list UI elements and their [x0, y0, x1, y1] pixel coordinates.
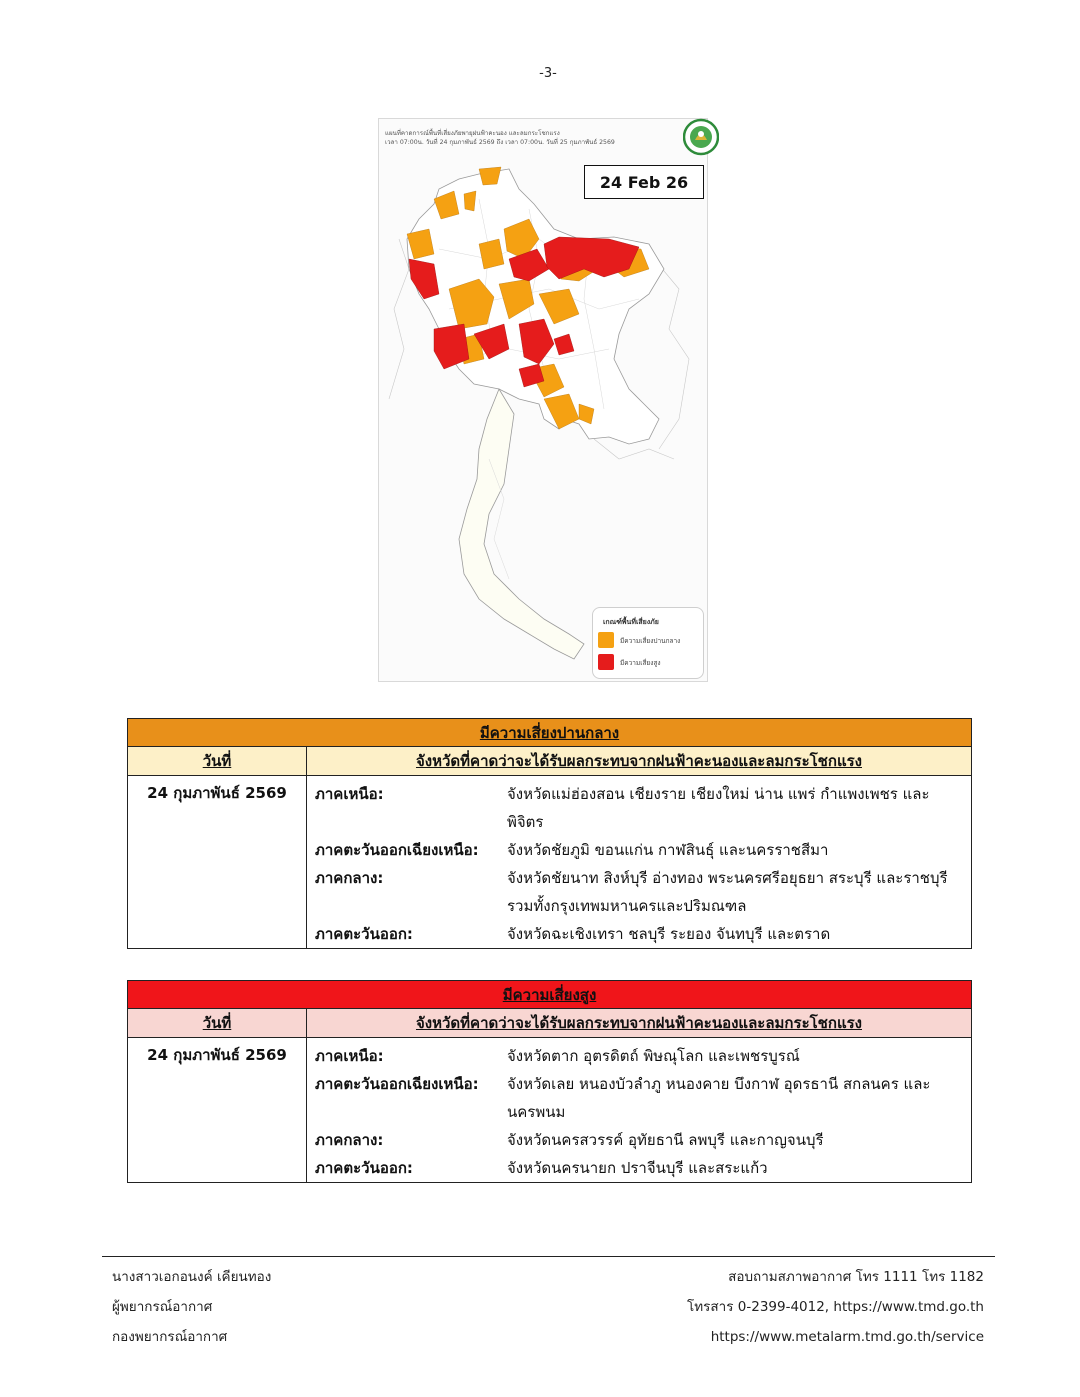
- high-risk-table: [127, 980, 972, 1183]
- region-name: ภาคตะวันออก:: [315, 925, 413, 943]
- date-cell: 24 กุมภาพันธ์ 2569: [128, 776, 307, 948]
- legend-item-medium: [598, 632, 698, 648]
- region-row-central: [315, 864, 971, 920]
- peninsula-outline: [459, 389, 584, 659]
- region-provinces: จังหวัดฉะเชิงเทรา ชลบุรี ระยอง จันทบุรี และตราด: [507, 925, 831, 943]
- region-provinces: จังหวัดนครนายก ปราจีนบุรี และสระแก้ว: [507, 1159, 768, 1177]
- region-name: ภาคตะวันออกเฉียงเหนือ:: [315, 841, 479, 859]
- thailand-map: [379, 119, 707, 681]
- region-list: [307, 776, 971, 948]
- col-header-date: วันที่: [128, 747, 307, 775]
- risk-map: [378, 118, 708, 682]
- page-number: -3-: [539, 66, 557, 81]
- high-risk-header-row: [128, 1009, 971, 1038]
- medium-risk-title: มีความเสี่ยงปานกลาง: [128, 719, 971, 747]
- medium-risk-header-row: [128, 747, 971, 776]
- medium-risk-body-row: [128, 776, 971, 948]
- high-risk-title: มีความเสี่ยงสูง: [128, 981, 971, 1009]
- high-risk-body-row: [128, 1038, 971, 1182]
- map-header-title: แผนที่คาดการณ์พื้นที่เสี่ยงภัยพายุฝนฟ้าคะนอง และลมกระโชกแรง: [385, 130, 560, 137]
- contact-fax-website: โทรสาร 0-2399-4012, https://www.tmd.go.th: [687, 1299, 984, 1315]
- legend-title: เกณฑ์พื้นที่เสี่ยงภัย: [603, 618, 659, 626]
- map-header-period: เวลา 07:00น. วันที่ 24 กุมภาพันธ์ 2569 ถึง เวลา 07:00น. วันที่ 25 กุมภาพันธ์ 2569: [385, 139, 615, 146]
- region-row-north: [315, 780, 971, 836]
- region-row-east: [315, 1154, 971, 1182]
- region-name: ภาคกลาง:: [315, 869, 384, 887]
- col-header-provinces: จังหวัดที่คาดว่าจะได้รับผลกระทบจากฝนฟ้าคะนองและลมกระโชกแรง: [415, 752, 862, 770]
- region-row-northeast: [315, 1070, 971, 1126]
- forecaster-role: ผู้พยากรณ์อากาศ: [112, 1299, 213, 1315]
- legend-label-high: มีความเสี่ยงสูง: [620, 659, 661, 667]
- region-name: ภาคเหนือ:: [315, 785, 384, 803]
- contact-phone: สอบถามสภาพอากาศ โทร 1111 โทร 1182: [728, 1269, 984, 1285]
- region-row-northeast: [315, 836, 971, 864]
- date-cell: 24 กุมภาพันธ์ 2569: [128, 1038, 307, 1182]
- footer-contact: [687, 1262, 984, 1352]
- forecaster-name: นางสาวเอกอนงค์ เคียนทอง: [112, 1269, 272, 1285]
- footer-signature: [112, 1262, 271, 1352]
- legend-label-medium: มีความเสี่ยงปานกลาง: [620, 637, 681, 645]
- col-header-date: วันที่: [128, 1009, 307, 1037]
- contact-service-url: https://www.metalarm.tmd.go.th/service: [710, 1329, 984, 1345]
- region-row-central: [315, 1126, 971, 1154]
- legend-swatch-high: [598, 654, 614, 670]
- region-name: ภาคเหนือ:: [315, 1047, 384, 1065]
- region-provinces: จังหวัดชัยนาท สิงห์บุรี อ่างทอง พระนครศรีอยุธยา สระบุรี และราชบุรี รวมทั้งกรุงเทพมหานครและปริมณฑล: [507, 869, 948, 915]
- region-name: ภาคกลาง:: [315, 1131, 384, 1149]
- region-provinces: จังหวัดเลย หนองบัวลำภู หนองคาย บึงกาฬ อุดรธานี สกลนคร และนครพนม: [507, 1075, 931, 1121]
- footer-divider: [102, 1256, 995, 1257]
- region-name: ภาคตะวันออก:: [315, 1159, 413, 1177]
- map-date-badge: 24 Feb 26: [584, 165, 704, 199]
- medium-risk-table: [127, 718, 972, 949]
- region-provinces: จังหวัดชัยภูมิ ขอนแก่น กาฬสินธุ์ และนครราชสีมา: [507, 841, 829, 859]
- map-legend: [592, 607, 704, 679]
- region-name: ภาคตะวันออกเฉียงเหนือ:: [315, 1075, 479, 1093]
- col-header-provinces: จังหวัดที่คาดว่าจะได้รับผลกระทบจากฝนฟ้าคะนองและลมกระโชกแรง: [415, 1014, 862, 1032]
- region-row-north: [315, 1042, 971, 1070]
- region-provinces: จังหวัดแม่ฮ่องสอน เชียงราย เชียงใหม่ น่าน แพร่ กำแพงเพชร และพิจิตร: [507, 785, 930, 831]
- region-list: [307, 1038, 971, 1182]
- legend-swatch-medium: [598, 632, 614, 648]
- tmd-logo-icon: [683, 118, 719, 156]
- forecaster-division: กองพยากรณ์อากาศ: [112, 1329, 228, 1345]
- region-provinces: จังหวัดตาก อุตรดิตถ์ พิษณุโลก และเพชรบูรณ์: [507, 1047, 800, 1065]
- legend-item-high: [598, 654, 698, 670]
- region-provinces: จังหวัดนครสวรรค์ อุทัยธานี ลพบุรี และกาญจนบุรี: [507, 1131, 824, 1149]
- region-row-east: [315, 920, 971, 948]
